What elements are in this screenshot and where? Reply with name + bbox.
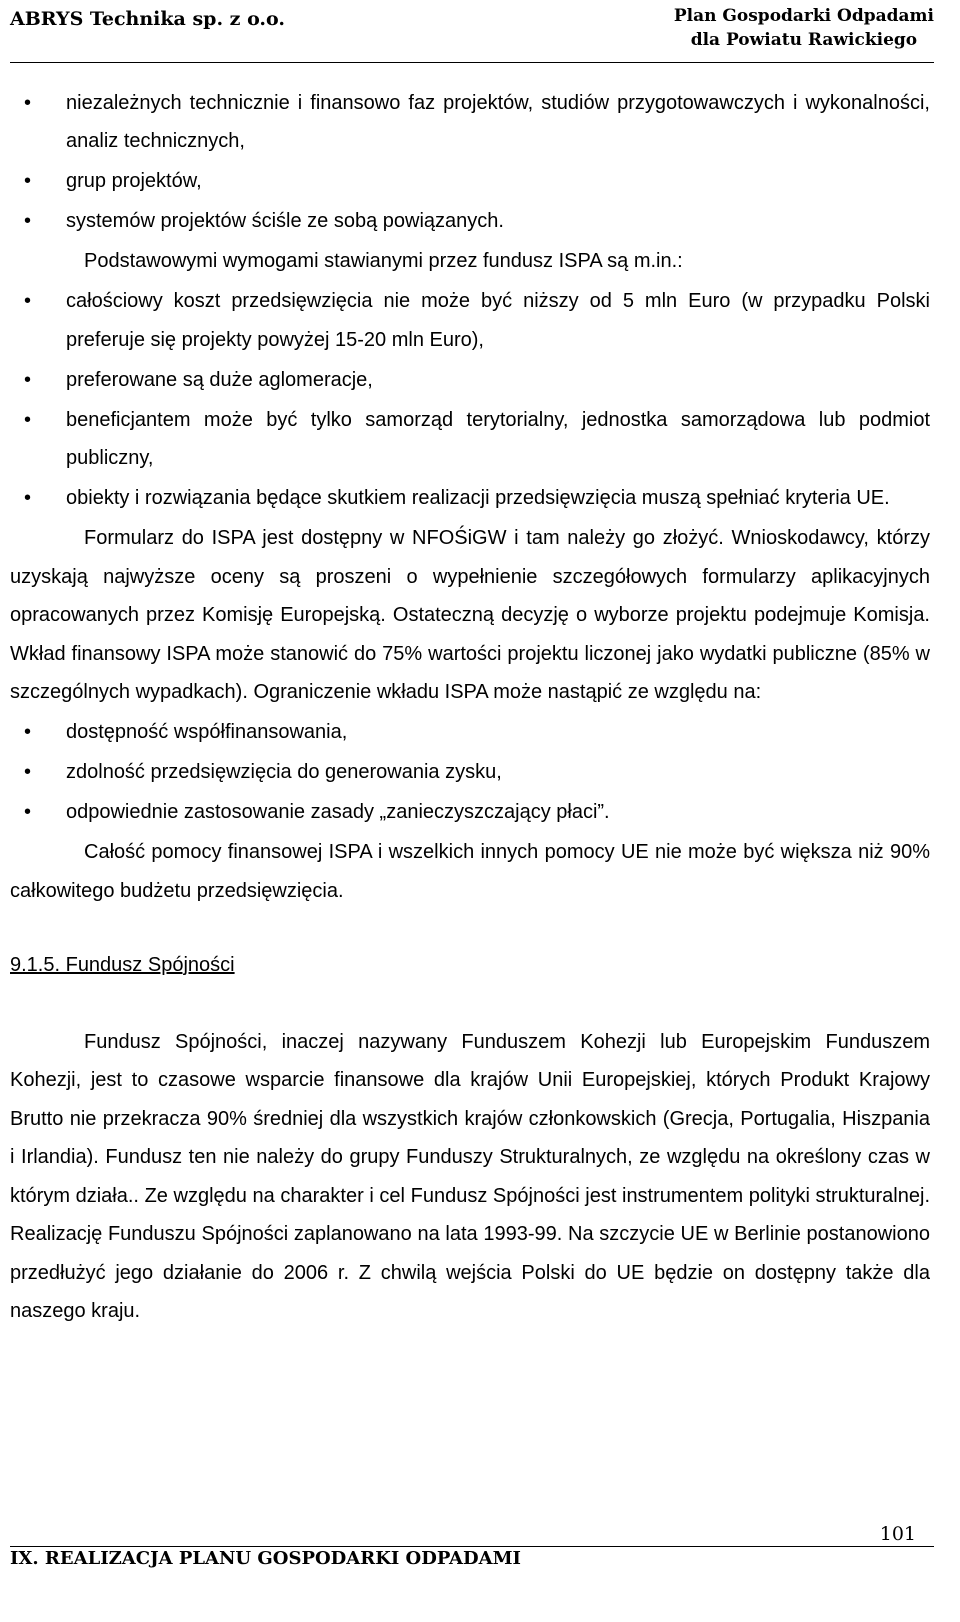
list-item: • grup projektów, [10,162,930,201]
page-body [10,82,930,1331]
contribution-limits-list [10,713,930,832]
paragraph: Fundusz Spójności, inaczej nazywany Funduszem Kohezji lub Europejskim Funduszem Kohezji, jest to czasowe wsparcie finansowe dla krajów Unii Europejskiej, których Produkt Krajowy Brutto nie przekracza 90% średniej dla wszystkich krajów członkowskich (Grecja, Portugalia, Hiszpania i Irlandia). Fundusz ten nie należy do grupy Funduszy Strukturalnych, ze względu na określony czas w którym działa.. Ze względu na charakter i cel Fundusz Spójności jest instrumentem polityki strukturalnej. Realizację Funduszu Spójności zaplanowano na lata 1993-99. Na szczycie UE w Berlinie postanowiono przedłużyć jego działanie do 2006 r. Z chwilą wejścia Polski do UE będzie on dostępny także dla naszego kraju. [10,1030,930,1322]
paragraph: Formularz do ISPA jest dostępny w NFOŚiGW i tam należy go złożyć. Wnioskodawcy, którzy uzyskają najwyższe oceny są proszeni o wypełnienie szczegółowych formularzy aplikacyjnych opracowanych przez Komisję Europejską. Ostateczną decyzję o wyborze projektu podejmuje Komisja. Wkład finansowy ISPA może stanowić do 75% wartości projektu liczonej jako wydatki publiczne (85% w szczególnych wypadkach). Ograniczenie wkładu ISPA może nastąpić ze względu na: [10,527,930,703]
list-item: • zdolność przedsięwzięcia do generowania zysku, [10,753,930,792]
list-item: • niezależnych technicznie i finansowo faz projektów, studiów przygotowawczych i wykonalności, analiz technicznych, [10,84,930,161]
page-header [10,0,934,63]
ispa-requirements-list [10,282,930,518]
list-item: • obiekty i rozwiązania będące skutkiem realizacji przedsięwzięcia muszą spełniać kryteria UE. [10,479,930,518]
section-heading: 9.1.5. Fundusz Spójności [10,954,235,976]
list-item: • systemów projektów ściśle ze sobą powiązanych. [10,202,930,241]
footer-divider [10,1546,934,1547]
paragraph: Podstawowymi wymogami stawianymi przez fundusz ISPA są m.in.: [84,250,683,272]
page-number: 101 [879,1523,916,1545]
paragraph: Całość pomocy finansowej ISPA i wszelkich innych pomocy UE nie może być większa niż 90% całkowitego budżetu przedsięwzięcia. [10,841,930,902]
list-item: • beneficjantem może być tylko samorząd terytorialny, jednostka samorządowa lub podmiot publiczny, [10,401,930,478]
list-item: • preferowane są duże aglomeracje, [10,361,930,400]
chapter-title: IX. REALIZACJA PLANU GOSPODARKI ODPADAMI [10,1548,521,1569]
document-title-line2: dla Powiatu Rawickiego [690,30,918,50]
document-title-line1: Plan Gospodarki Odpadami [673,6,934,26]
project-types-list [10,84,930,241]
spacer [10,985,930,1023]
company-name: ABRYS Technika sp. z o.o. [10,8,285,30]
list-item: • dostępność współfinansowania, [10,713,930,752]
list-item: • odpowiednie zastosowanie zasady „zanieczyszczający płaci”. [10,793,930,832]
document-title [674,4,934,52]
list-item: • całościowy koszt przedsięwzięcia nie może być niższy od 5 mln Euro (w przypadku Polski preferuje się projekty powyżej 15-20 mln Euro), [10,282,930,359]
